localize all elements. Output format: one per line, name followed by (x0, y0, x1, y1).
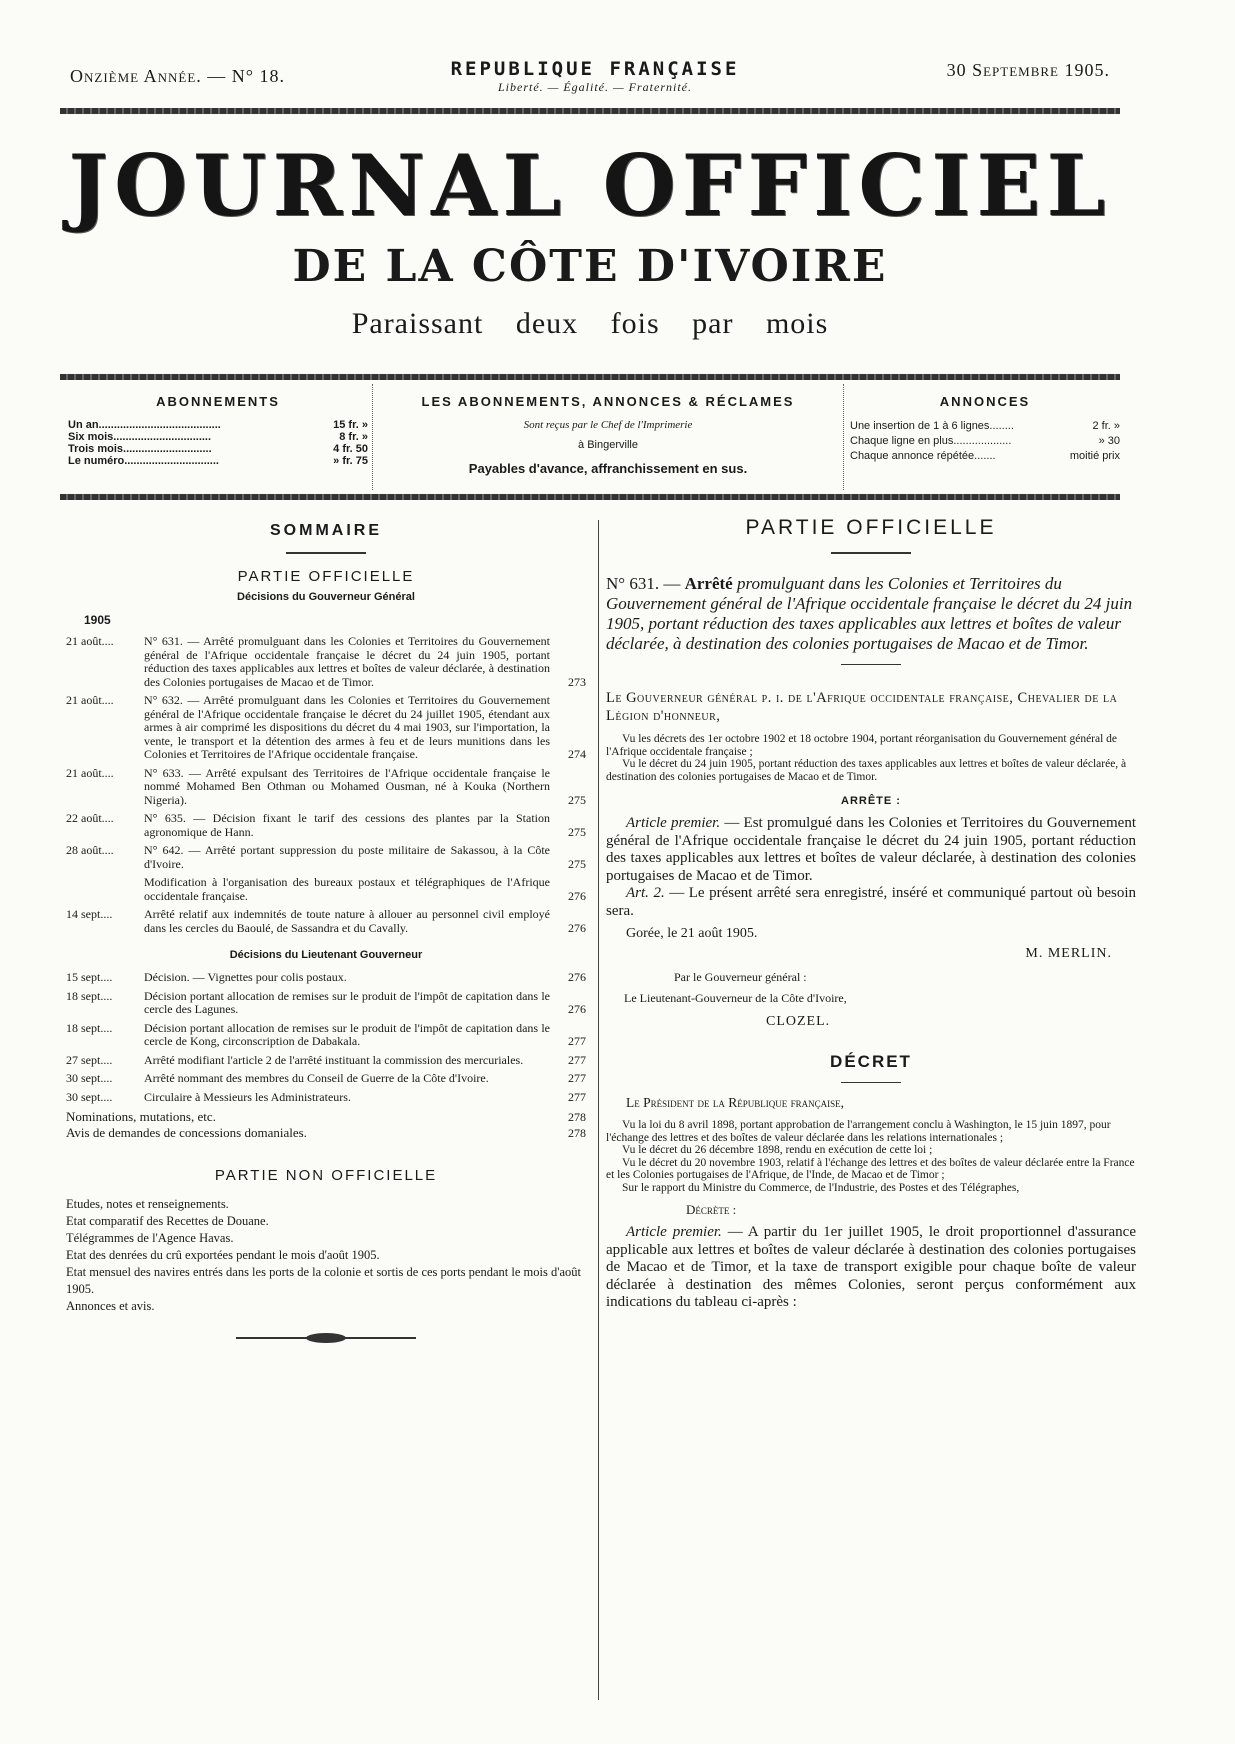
ads-info-column (372, 384, 844, 490)
ornament-rule (841, 1082, 901, 1083)
list-item: Télégrammes de l'Agence Havas. (66, 1231, 234, 1245)
arrete-title: N° 631. — Arrêté promulguant dans les Colonies et Territoires du Gouvernement général de l'Afrique occidentale française le décret du 24 juin 1905, portant réduction des taxes applicables aux lettres et boîtes de valeur déclarée, à destination des colonies portugaises de Macao et de Timor. (606, 574, 1133, 653)
issue-number: Onzième Année. — N° 18. (70, 66, 285, 86)
year-label: 1905 (84, 613, 111, 627)
article-1: Article premier. — Est promulgué dans les Colonies et Territoires du Gouvernement général de l'Afrique occidentale française le décret du 24 juin 1905, portant réduction des taxes applicables aux lettres et boîtes de valeur déclarée, à destination des colonies portugaises de Macao et de Timor. (606, 815, 1137, 884)
annonce-row: Une insertion de 1 à 6 lignes........ 2 fr. » (850, 420, 1120, 432)
journal-title: JOURNAL OFFICIEL (68, 136, 1112, 235)
vu-clause: Vu le décret du 24 juin 1905, portant réduction des taxes applicables aux lettres et boîtes de valeur déclarée, à destination des colonies portugaises de Macao et de Timor. (606, 758, 1127, 783)
vu-clause: Vu le décret du 20 novembre 1903, relatif à l'échange des lettres et des boîtes de valeur déclarée entre la France et les Colonies portugaises de l'Afrique, de l'Inde, de Macao et de Timor ; (606, 1156, 1135, 1181)
journal-subtitle: DE LA CÔTE D'IVOIRE (292, 241, 888, 292)
list-item: Etat comparatif des Recettes de Douane. (66, 1214, 269, 1228)
partie-non-officielle-heading: PARTIE NON OFFICIELLE (214, 1167, 438, 1184)
subscription-row: Six mois................................ 8 fr. » (68, 431, 368, 443)
journal-tagline: Paraissant deux fois par mois (351, 307, 829, 340)
list-item: 27 sept.... Arrêté modifiant l'article 2 de l'arrêté instituant la commission des mercuriales. 277 (66, 1052, 586, 1067)
list-item: 18 sept.... Décision portant allocation de remises sur le produit de l'impôt de capitation dans le cercle des Lagunes. 276 (66, 988, 586, 1016)
subscription-row: Trois mois............................. 4 fr. 50 (68, 443, 368, 455)
ornament-rule (841, 664, 901, 665)
list-item: 28 août.... N° 642. — Arrêté portant suppression du poste militaire de Sakassou, à la Côte d'Ivoire. 275 (66, 843, 586, 871)
decret-heading: DÉCRET (830, 1052, 912, 1071)
vu-clause: Vu le décret du 26 décembre 1898, rendu en exécution de cette loi ; (622, 1144, 933, 1156)
non-officielle-list (66, 1196, 586, 1315)
annonces-heading: ANNONCES (939, 394, 1031, 409)
list-item: 21 août.... N° 633. — Arrêté expulsant des Territoires de l'Afrique occidentale française le nommé Mohamed Ben Othman ou Mohamed Ousman, né à Kouka (Northern Nigeria). 275 (66, 765, 586, 807)
list-item: 21 août.... N° 632. — Arrêté promulguant dans les Colonies et Territoires du Gouvernement général de l'Afrique occidentale française le décret du 24 juillet 1905, étendant aux armes à air comprimé les dispositions du décret du 4 mai 1903, sur l'importation, la vente, le transport et la détention des armes à feu et de leurs munitions dans les Colonies et Territoires de l'Afrique occidentale française. 274 (66, 693, 586, 761)
vu-clause: Vu la loi du 8 avril 1898, portant approbation de l'arrangement conclu à Washington, le 15 juin 1897, pour l'échange des lettres et des boîtes de valeur déclarée dans les relations internationales ; (606, 1119, 1111, 1144)
list-item: Etudes, notes et renseignements. (66, 1197, 229, 1211)
list-item: 18 sept.... Décision portant allocation de remises sur le produit de l'impôt de capitation dans le cercle de Kong, circonscription de Dabakala. 277 (66, 1020, 586, 1048)
list-item: 15 sept.... Décision. — Vignettes pour colis postaux. 276 (66, 970, 586, 984)
republic-motto: Liberté. — Égalité. — Fraternité. (498, 80, 692, 94)
sommaire-column (66, 522, 586, 1343)
list-item: 14 sept.... Arrêté relatif aux indemnités de toute nature à allouer au personnel civil employé dans les cercles du Baoulé, de Sassandra et du Cavally. 276 (66, 907, 586, 935)
list-item: 21 août.... N° 631. — Arrêté promulguant dans les Colonies et Territoires du Gouvernement général de l'Afrique occidentale française le décret du 24 juin 1905, portant réduction des taxes applicables aux lettres et boîtes de valeur déclarée, à destination des Colonies portugaises de Macao et de Timor. 273 (66, 634, 586, 689)
decisions-lg-heading: Décisions du Lieutenant Gouverneur (229, 949, 423, 961)
subscription-row: Le numéro............................... » fr. 75 (68, 455, 368, 467)
signature-clozel: CLOZEL. (766, 1014, 831, 1029)
list-item: 30 sept.... Circulaire à Messieurs les Administrateurs. 277 (66, 1089, 586, 1104)
list-item: Avis de demandes de concessions domaniales. 278 (66, 1125, 586, 1140)
list-item: 30 sept.... Arrêté nommant des membres du Conseil de Guerre de la Côte d'Ivoire. 277 (66, 1071, 586, 1085)
article-2: Art. 2. — Le présent arrêté sera enregistré, inséré et communiqué partout où besoin sera. (606, 885, 1136, 919)
decisions-gg-heading: Décisions du Gouverneur Général (237, 591, 415, 603)
sommaire-heading: SOMMAIRE (270, 522, 382, 539)
partie-officielle-title: PARTIE OFFICIELLE (745, 516, 997, 539)
column-divider (598, 520, 599, 1700)
ornament-rule (286, 552, 366, 554)
subscriptions-column (68, 384, 368, 490)
president-preamble: Le Président de la République française, (626, 1095, 845, 1110)
decret-article-1: Article premier. — A partir du 1er juillet 1905, le droit proportionnel d'assurance applicable aux lettres et boîtes de valeur déclarée à destination des colonies portugaises de Macao et de Timor, et la taxe de transport exigible pour chaque boîte de valeur déclarée à destination des mêmes Colonies, seront perçus conformément aux indications du tableau ci-après : (606, 1224, 1137, 1310)
list-item: Etat mensuel des navires entrés dans les ports de la colonie et sortis de ces ports pendant le mois d'août 1905. (66, 1265, 581, 1296)
partie-officielle-column (606, 516, 1136, 1312)
subscriptions-heading: ABONNEMENTS (156, 394, 280, 409)
annonce-row: Chaque annonce répétée....... moitié prix (850, 450, 1120, 462)
list-item: Etat des denrées du crû exportées pendant le mois d'août 1905. (66, 1248, 380, 1262)
list-item: Nominations, mutations, etc. 278 (66, 1109, 586, 1124)
vu-clause: Vu les décrets des 1er octobre 1902 et 18 octobre 1904, portant réorganisation du Gouvernement général de l'Afrique occidentale française ; (606, 733, 1118, 758)
signature: M. MERLIN. (1025, 946, 1112, 961)
ads-info-line: Payables d'avance, affranchissement en sus. (468, 461, 748, 476)
gouverneur-preamble: Le Gouverneur général p. i. de l'Afrique occidentale française, Chevalier de la Légion d'honneur, (606, 690, 1118, 724)
annonce-row: Chaque ligne en plus................... » 30 (850, 435, 1120, 447)
arrete-label: ARRÊTE : (841, 795, 901, 807)
lieutenant-gouverneur: Le Lieutenant-Gouverneur de la Côte d'Ivoire, (624, 991, 847, 1005)
ads-info-heading: LES ABONNEMENTS, ANNONCES & RÉCLAMES (421, 394, 795, 409)
list-item: Modification à l'organisation des bureaux postaux et télégraphiques de l'Afrique occidentale française. 276 (144, 875, 586, 903)
decrete-label: Décrète : (686, 1202, 737, 1217)
issue-date: 30 Septembre 1905. (946, 60, 1110, 80)
place-date: Gorée, le 21 août 1905. (626, 926, 758, 941)
subscription-box (60, 384, 1120, 490)
end-ornament (236, 1333, 416, 1343)
ads-info-line: Sont reçus par le Chef de l'Imprimerie (523, 419, 693, 431)
issue-header (70, 58, 1110, 94)
republic-header (430, 58, 760, 95)
ornament-rule (831, 552, 911, 554)
par-le-gouverneur: Par le Gouverneur général : (674, 970, 807, 984)
annonces-column (850, 384, 1120, 490)
vu-clause: Sur le rapport du Ministre du Commerce, de l'Industrie, des Postes et des Télégraphes, (622, 1181, 1020, 1194)
ads-info-line: à Bingerville (578, 439, 638, 451)
box-rule (60, 494, 1120, 500)
masthead (60, 138, 1120, 346)
masthead-rule (60, 374, 1120, 380)
list-item: 22 août.... N° 635. — Décision fixant le tarif des cessions des plantes par la Station agronomique de Hann. 275 (66, 811, 586, 839)
list-item: Annonces et avis. (66, 1299, 155, 1313)
republic-title: REPUBLIQUE FRANÇAISE (450, 58, 740, 80)
subscription-row: Un an........................................ 15 fr. » (68, 419, 368, 431)
header-rule (60, 108, 1120, 114)
partie-officielle-heading: PARTIE OFFICIELLE (237, 568, 415, 585)
